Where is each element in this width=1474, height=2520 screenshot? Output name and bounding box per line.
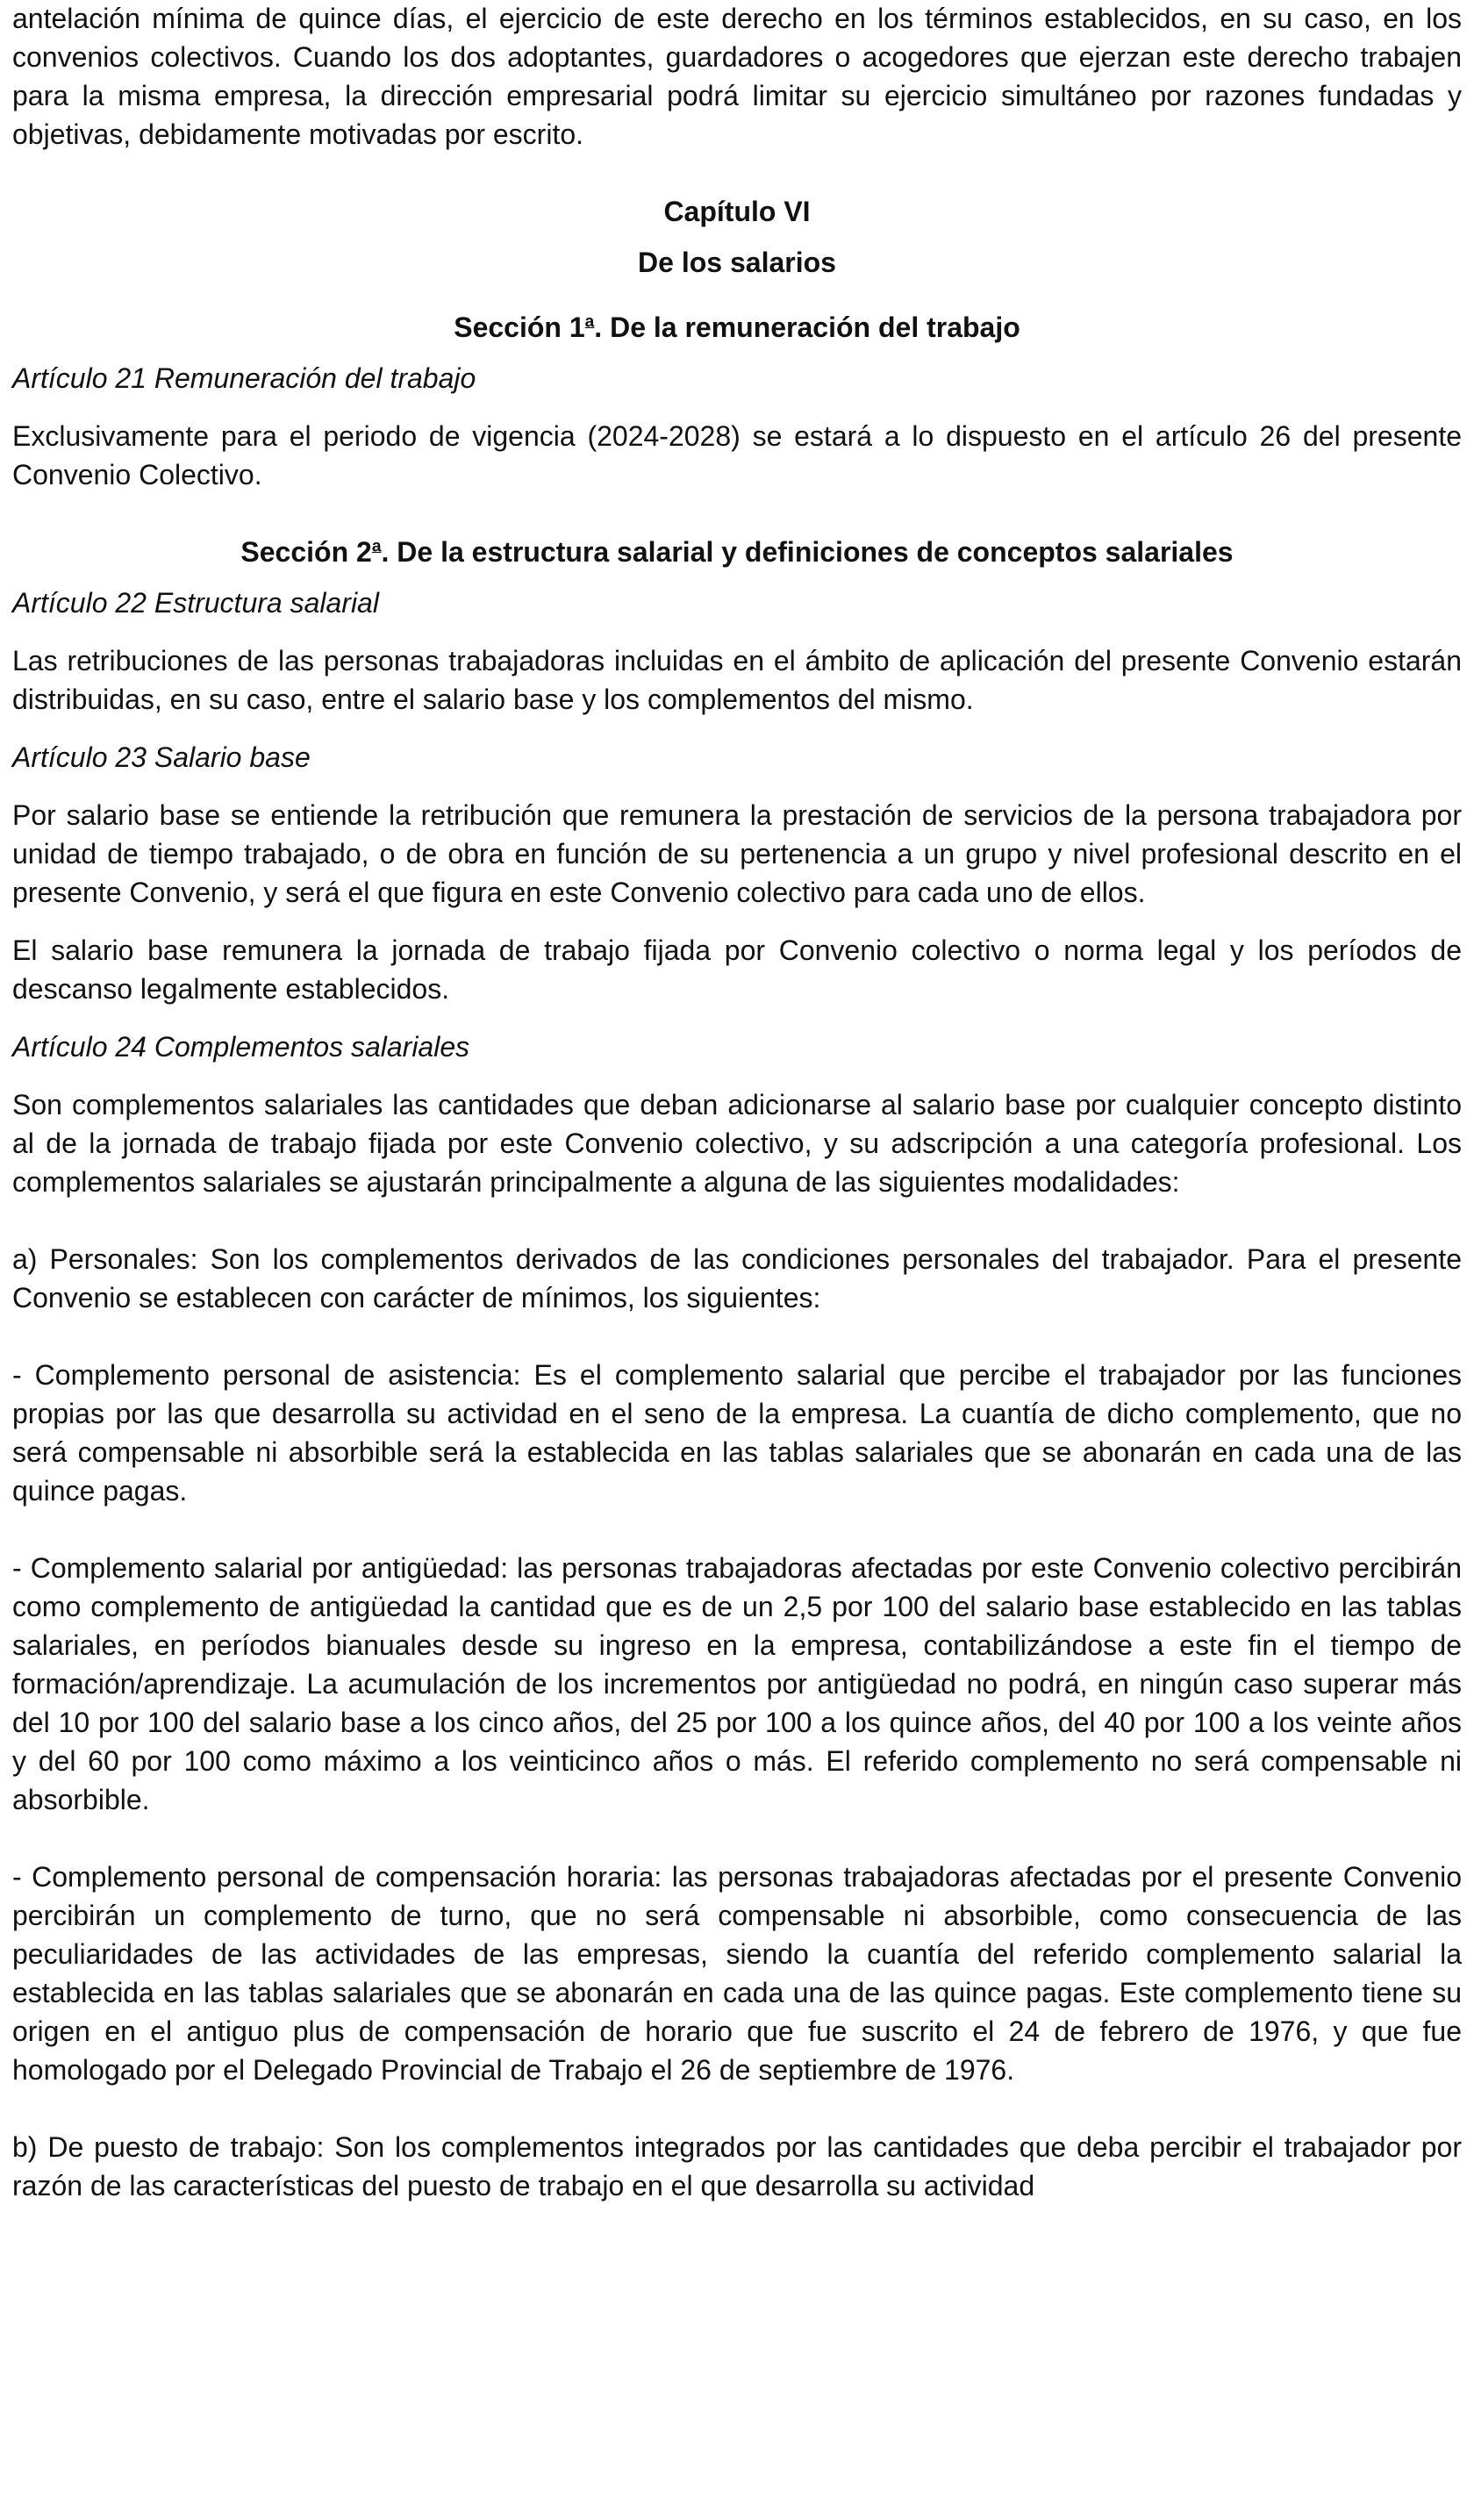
- article-23-title: Artículo 23 Salario base: [12, 741, 311, 773]
- section-2-rest: . De la estructura salarial y definiciones de conceptos salariales: [381, 536, 1234, 568]
- chapter-subtitle: De los salarios: [638, 247, 836, 278]
- article-22-title: Artículo 22 Estructura salarial: [12, 587, 379, 619]
- article-24-paragraph-1: Son complementos salariales las cantidades que deban adicionarse al salario base por cualquier concepto distinto al de la jornada de trabajo fijada por este Convenio colectivo, y su adscripción a una categoría profesional. Los complementos salariales se ajustarán principalmente a alguna de las siguientes modalidades:: [12, 1089, 1462, 1198]
- article-23-paragraph-2: El salario base remunera la jornada de trabajo fijada por Convenio colectivo o norma legal y los períodos de descanso legalmente establecidos.: [12, 934, 1462, 1005]
- section-1-prefix: Sección 1: [454, 311, 585, 343]
- section-1-ordinal: a: [584, 312, 595, 332]
- article-24-compensacion: - Complemento personal de compensación horaria: las personas trabajadoras afectadas por el presente Convenio percibirán un complemento de turno, que no será compensable ni absorbible, como consecuencia de las peculiaridades de las actividades de las empresas, siendo la cuantía del referido complemento salarial la establecida en las tablas salariales que se abonarán en cada una de las quince pagas. Este complemento tiene su origen en el antiguo plus de compensación de horario que fue suscrito el 24 de febrero de 1976, y que fue homologado por el Delegado Provincial de Trabajo el 26 de septiembre de 1976.: [12, 1861, 1462, 2086]
- article-24-item-b: b) De puesto de trabajo: Son los complementos integrados por las cantidades que deba percibir el trabajador por razón de las características del puesto de trabajo en el que desarrolla su actividad: [12, 2131, 1462, 2201]
- article-24-antiguedad: - Complemento salarial por antigüedad: las personas trabajadoras afectadas por este Convenio colectivo percibirán como complemento de antigüedad la cantidad que es de un 2,5 por 100 del salario base establecido en las tablas salariales, en períodos bianuales desde su ingreso en la empresa, contabilizándose a este fin el tiempo de formación/aprendizaje. La acumulación de los incrementos por antigüedad no podrá, en ningún caso superar más del 10 por 100 del salario base a los cinco años, del 25 por 100 a los quince años, del 40 por 100 a los veinte años y del 60 por 100 como máximo a los veinticinco años o más. El referido complemento no será compensable ni absorbible.: [12, 1552, 1462, 1815]
- article-24-title: Artículo 24 Complementos salariales: [12, 1031, 470, 1063]
- article-21-paragraph: Exclusivamente para el periodo de vigencia (2024-2028) se estará a lo dispuesto en el artículo 26 del presente Convenio Colectivo.: [12, 420, 1462, 490]
- article-24-item-a: a) Personales: Son los complementos derivados de las condiciones personales del trabajador. Para el presente Convenio se establecen con carácter de mínimos, los siguientes:: [12, 1243, 1462, 1314]
- article-23-paragraph-1: Por salario base se entiende la retribución que remunera la prestación de servicios de la persona trabajadora por unidad de tiempo trabajado, o de obra en función de su pertenencia a un grupo y nivel profesional descrito en el presente Convenio, y será el que figura en este Convenio colectivo para cada uno de ellos.: [12, 799, 1462, 908]
- section-1-heading: [12, 308, 1462, 347]
- article-21-title: Artículo 21 Remuneración del trabajo: [12, 362, 476, 394]
- section-1-rest: . De la remuneración del trabajo: [594, 311, 1020, 343]
- section-2-ordinal: a: [371, 537, 382, 556]
- article-24-asistencia: - Complemento personal de asistencia: Es el complemento salarial que percibe el trabajador por las funciones propias por las que desarrolla su actividad en el seno de la empresa. La cuantía de dicho complemento, que no será compensable ni absorbible será la establecida en las tablas salariales que se abonarán en cada una de las quince pagas.: [12, 1359, 1462, 1507]
- chapter-title: Capítulo VI: [663, 196, 811, 227]
- section-2-prefix: Sección 2: [240, 536, 372, 568]
- section-2-heading: [12, 533, 1462, 571]
- paragraph-intro: antelación mínima de quince días, el ejercicio de este derecho en los términos establecidos, en su caso, en los convenios colectivos. Cuando los dos adoptantes, guardadores o acogedores que ejerzan este derecho trabajen para la misma empresa, la dirección empresarial podrá limitar su ejercicio simultáneo por razones fundadas y objetivas, debidamente motivadas por escrito.: [12, 3, 1462, 150]
- article-22-paragraph: Las retribuciones de las personas trabajadoras incluidas en el ámbito de aplicación del presente Convenio estarán distribuidas, en su caso, entre el salario base y los complementos del mismo.: [12, 645, 1462, 715]
